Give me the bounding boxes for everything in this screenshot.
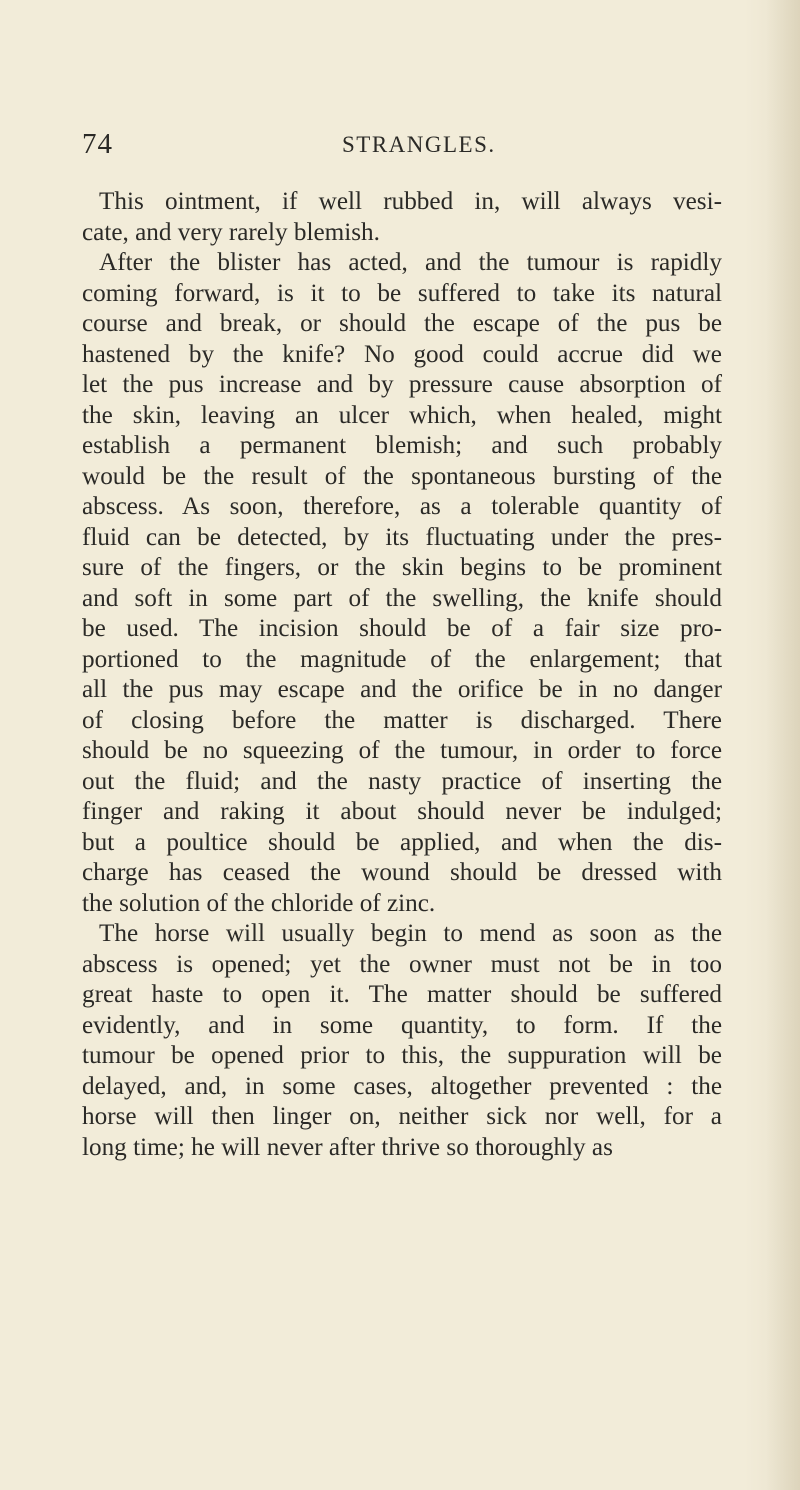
text-line: cate, and very rarely blemish. (82, 218, 380, 246)
text-line: The horse will usually begin to mend as soon as the (99, 920, 722, 947)
text-line: establish a permanent blemish; and such probably (82, 432, 722, 459)
page-header (82, 128, 722, 168)
text-line: the solution of the chloride of zinc. (82, 889, 436, 917)
text-line: delayed, and, in some cases, altogether prevented : the (82, 1072, 722, 1100)
text-line: but a poultice should be applied, and when the dis- (82, 828, 722, 856)
text-line: the skin, leaving an ulcer which, when healed, might (82, 401, 722, 429)
text-line: and soft in some part of the swelling, the knife should (82, 584, 722, 612)
text-line: charge has ceased the wound should be dressed with (82, 859, 722, 886)
text-line: would be the result of the spontaneous bursting of the (82, 462, 722, 490)
text-line: horse will then linger on, neither sick nor well, for a (82, 1103, 722, 1130)
text-line: should be no squeezing of the tumour, in order to force (82, 737, 722, 764)
text-line: coming forward, is it to be suffered to take its natural (82, 279, 722, 307)
text-line: let the pus increase and by pressure cause absorption of (82, 371, 722, 398)
text-line: evidently, and in some quantity, to form. If the (82, 1011, 722, 1039)
text-line: finger and raking it about should never be indulged; (82, 798, 722, 825)
text-line: After the blister has acted, and the tumour is rapidly (99, 249, 722, 276)
text-line: course and break, or should the escape of the pus be (82, 310, 722, 337)
text-line: fluid can be detected, by its fluctuating under the pres- (82, 523, 722, 551)
text-line: all the pus may escape and the orifice be in no danger (82, 676, 722, 703)
text-line: great haste to open it. The matter should be suffered (82, 981, 722, 1008)
text-line: abscess. As soon, therefore, as a tolerable quantity of (82, 493, 722, 520)
page-number: 74 (82, 128, 113, 160)
running-title: STRANGLES. (342, 132, 496, 157)
text-line: tumour be opened prior to this, the suppuration will be (82, 1042, 722, 1069)
text-line: be used. The incision should be of a fair size pro- (82, 615, 722, 642)
text-line: abscess is opened; yet the owner must not be in too (82, 950, 722, 978)
text-line: This ointment, if well rubbed in, will always vesi- (99, 188, 722, 215)
page-edge-shadow (766, 0, 800, 1490)
text-line: portioned to the magnitude of the enlargement; that (82, 645, 722, 673)
text-line: long time; he will never after thrive so thoroughly as (82, 1133, 613, 1161)
text-line: of closing before the matter is discharged. There (82, 706, 722, 734)
text-line: sure of the fingers, or the skin begins to be prominent (82, 554, 722, 581)
body-text (82, 187, 722, 1163)
text-line: hastened by the knife? No good could accrue did we (82, 340, 722, 368)
text-line: out the fluid; and the nasty practice of inserting the (82, 767, 722, 795)
